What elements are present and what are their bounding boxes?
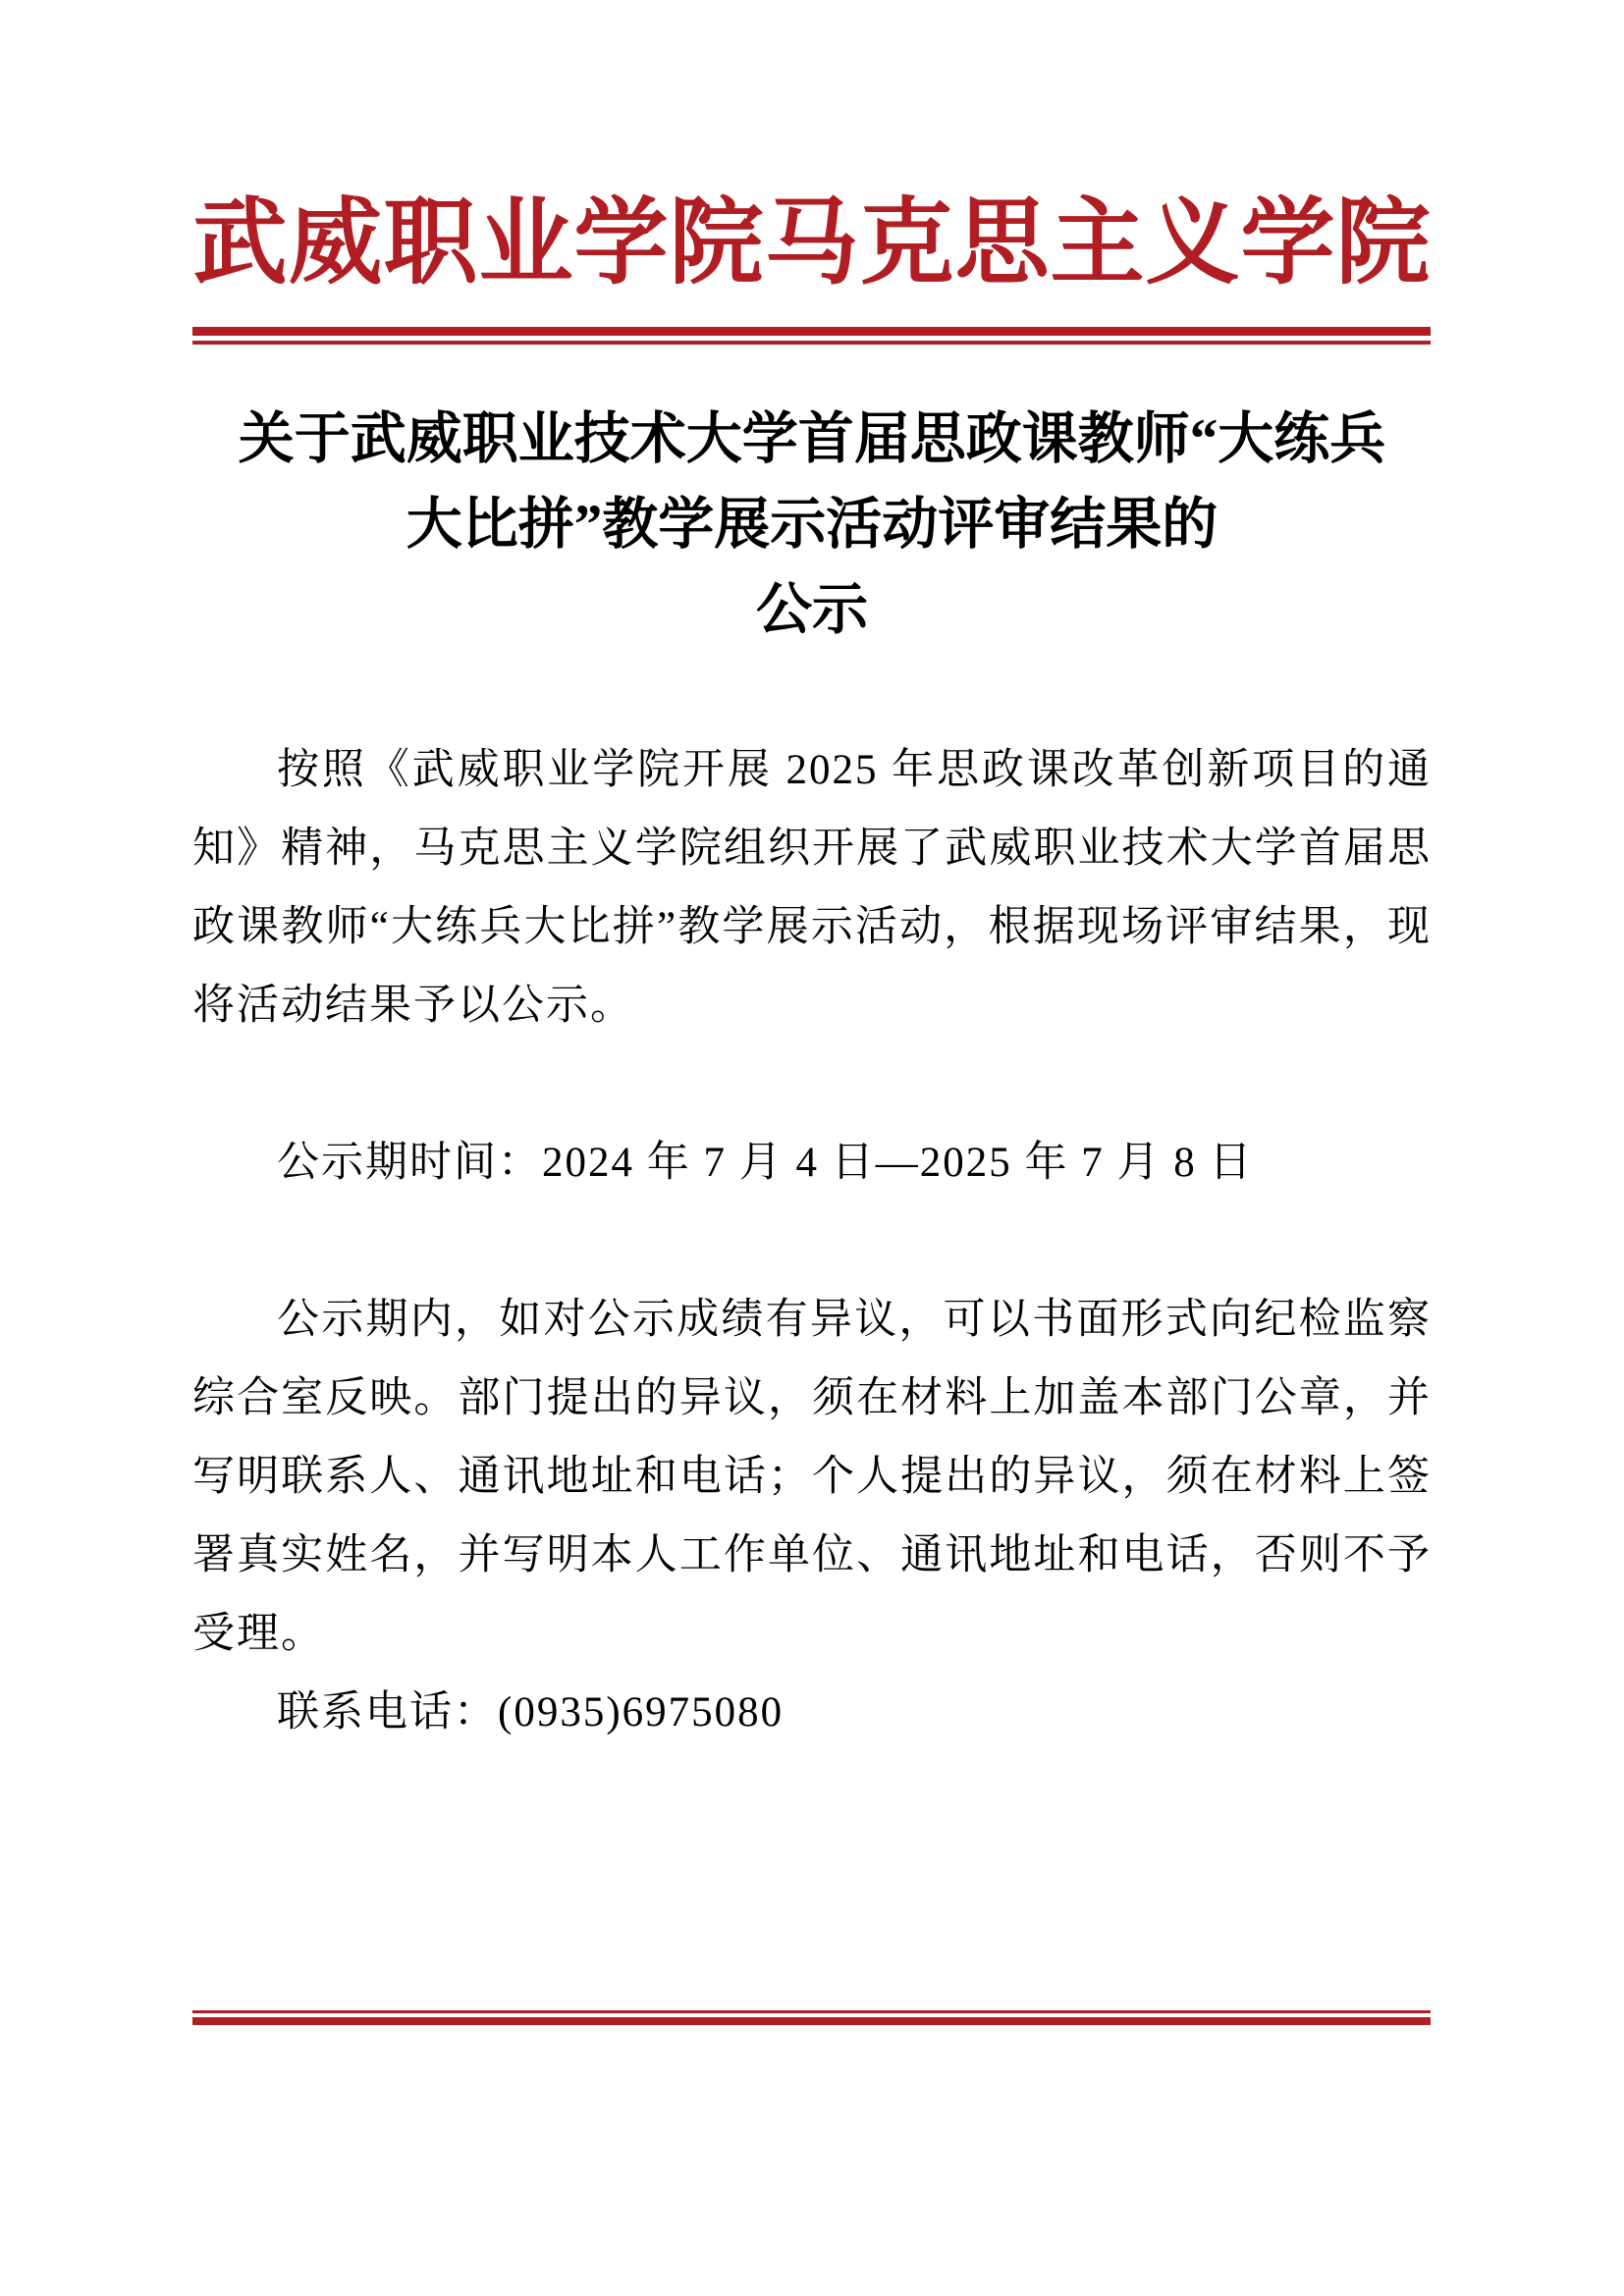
doc-title-line-2: 大比拼”教学展示活动评审结果的 [406, 494, 1218, 556]
footer-rule-thick [192, 2017, 1431, 2025]
header-rule-thin [192, 341, 1431, 345]
header-double-rule [192, 327, 1431, 345]
footer-double-rule [192, 2010, 1431, 2025]
doc-title-line-3: 公示 [756, 579, 868, 641]
doc-title [125, 397, 1499, 653]
doc-title-line-1: 关于武威职业技术大学首届思政课教师“大练兵 [238, 408, 1386, 470]
document-body [192, 731, 1432, 1752]
body-paragraph-period: 公示期时间：2024 年 7 月 4 日—2025 年 7 月 8 日 [277, 1140, 1254, 1186]
body-paragraph-contact: 联系电话：(0935)6975080 [277, 1689, 785, 1735]
body-paragraph-intro: 按照《武威职业学院开展 2025 年思政课改革创新项目的通知》精神，马克思主义学院组织开展了武威职业技术大学首届思政课教师“大练兵大比拼”教学展示活动，根据现场评审结果，现将活动结果予以公示。 [192, 747, 1432, 1029]
header-rule-thick [192, 327, 1431, 336]
body-paragraph-objection: 公示期内，如对公示成绩有异议，可以书面形式向纪检监察综合室反映。部门提出的异议，须在材料上加盖本部门公章，并写明联系人、通讯地址和电话；个人提出的异议，须在材料上签署真实姓名，并写明本人工作单位、通讯地址和电话，否则不予受理。 [192, 1297, 1432, 1657]
institution-title: 武威职业学院马克思主义学院 [192, 190, 1432, 295]
